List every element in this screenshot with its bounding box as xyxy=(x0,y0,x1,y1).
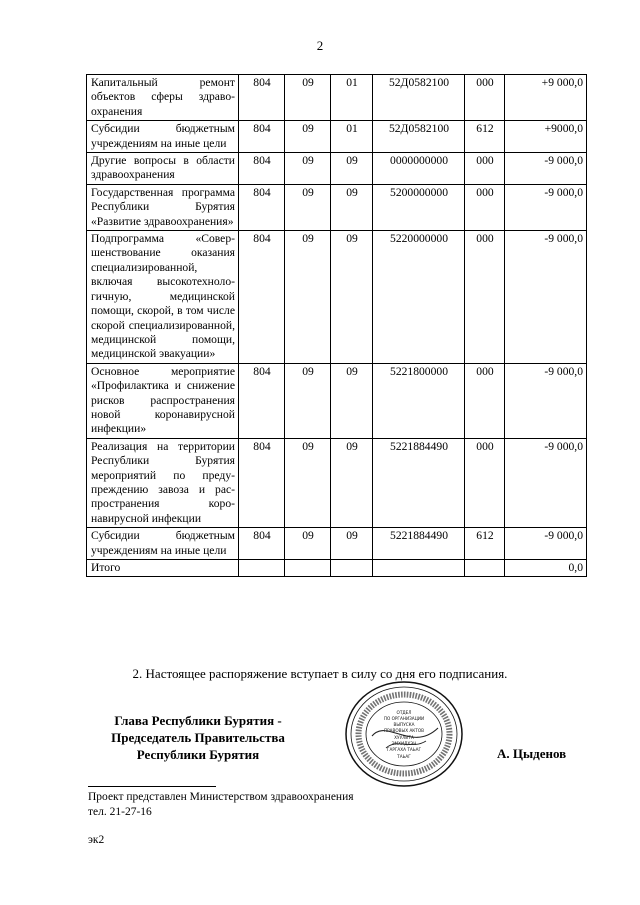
section-cell: 09 xyxy=(285,75,331,121)
table-row xyxy=(87,75,587,121)
page-number: 2 xyxy=(316,38,324,53)
section-cell: 09 xyxy=(285,231,331,364)
seal-line: ГАРГАХА ТАЬАГ xyxy=(386,747,422,752)
subsection-cell: 09 xyxy=(331,153,373,185)
target-article-cell: 52Д0582100 xyxy=(373,75,465,121)
target-article-cell: 52Д0582100 xyxy=(373,121,465,153)
subsection-cell: 09 xyxy=(331,363,373,438)
ministry-code-cell: 804 xyxy=(239,184,285,230)
table-row xyxy=(87,363,587,438)
target-article-cell: 5220000000 xyxy=(373,231,465,364)
section-cell: 09 xyxy=(285,121,331,153)
expense-type-cell: 000 xyxy=(465,184,505,230)
row-name-cell: Основное мероприятие «Профилактика и снижение рисков распространения новой коронавирусной инфекции» xyxy=(87,363,239,438)
section-cell: 09 xyxy=(285,528,331,560)
ministry-code-cell: 804 xyxy=(239,75,285,121)
ministry-code-cell: 804 xyxy=(239,438,285,527)
expense-type-cell xyxy=(465,560,505,577)
subsection-cell: 09 xyxy=(331,231,373,364)
expense-type-cell: 000 xyxy=(465,231,505,364)
seal-line: ВЫПУСКА xyxy=(393,722,415,727)
ministry-code-cell: 804 xyxy=(239,153,285,185)
footer-note-line: тел. 21-27-16 xyxy=(88,806,152,818)
seal-line: ЭМХИДХЭН xyxy=(391,741,417,746)
expense-type-cell: 000 xyxy=(465,153,505,185)
seal-line: ПРАВОВЫХ АКТОВ xyxy=(383,728,425,733)
row-name-cell: Субсидии бюджетным учреждениям на иные цели xyxy=(87,121,239,153)
signer-title-line: Республики Бурятия xyxy=(136,747,260,762)
target-article-cell: 5221884490 xyxy=(373,438,465,527)
table-row xyxy=(87,184,587,230)
target-article-cell: 5221884490 xyxy=(373,528,465,560)
seal-line: ТАЬАГ xyxy=(397,754,411,759)
subsection-cell: 01 xyxy=(331,75,373,121)
row-name-cell: Государственная программа Республики Бурятия «Развитие здравоохранения» xyxy=(87,184,239,230)
table-row xyxy=(87,528,587,560)
amount-cell: -9 000,0 xyxy=(505,438,587,527)
amount-cell: -9 000,0 xyxy=(505,363,587,438)
row-name-cell: Субсидии бюджетным учреждениям на иные цели xyxy=(87,528,239,560)
subsection-cell: 01 xyxy=(331,121,373,153)
footer-code: эк2 xyxy=(88,834,105,846)
ministry-code-cell: 804 xyxy=(239,528,285,560)
table-row xyxy=(87,231,587,364)
expense-type-cell: 000 xyxy=(465,363,505,438)
amount-cell: -9 000,0 xyxy=(505,231,587,364)
section-cell: 09 xyxy=(285,438,331,527)
subsection-cell xyxy=(331,560,373,577)
official-seal-stamp xyxy=(342,678,466,790)
ministry-code-cell: 804 xyxy=(239,363,285,438)
signer-title-line: Председатель Правительства xyxy=(111,730,285,745)
budget-table xyxy=(86,74,587,577)
target-article-cell: 0000000000 xyxy=(373,153,465,185)
target-article-cell: 5221800000 xyxy=(373,363,465,438)
signer-title-line: Глава Республики Бурятия - xyxy=(114,713,282,728)
table-row xyxy=(87,121,587,153)
amount-cell: -9 000,0 xyxy=(505,184,587,230)
amount-cell: -9 000,0 xyxy=(505,528,587,560)
subsection-cell: 09 xyxy=(331,438,373,527)
signer-title xyxy=(88,712,308,763)
section-cell: 09 xyxy=(285,184,331,230)
table-row xyxy=(87,560,587,577)
expense-type-cell: 000 xyxy=(465,75,505,121)
order-text: 2. Настоящее распоряжение вступает в силу со дня его подписания. xyxy=(132,666,508,681)
footer-note xyxy=(88,790,354,820)
subsection-cell: 09 xyxy=(331,528,373,560)
table-row xyxy=(87,153,587,185)
section-cell: 09 xyxy=(285,363,331,438)
row-name-cell: Подпрограмма «Совершенствование оказания специализированной, включая высокотехнологичную, медицинской помощи, скорой, в том числе скорой специализированной, медицинской помощи, медицинской эвакуации» xyxy=(87,231,239,364)
seal-line: ОТДЕЛ xyxy=(396,710,412,715)
section-cell: 09 xyxy=(285,153,331,185)
footer-note-line: Проект представлен Министерством здравоохранения xyxy=(88,791,354,803)
section-cell xyxy=(285,560,331,577)
footer-divider xyxy=(88,786,216,787)
row-name-cell: Другие вопросы в области здравоохранения xyxy=(87,153,239,185)
amount-cell: -9 000,0 xyxy=(505,153,587,185)
target-article-cell xyxy=(373,560,465,577)
ministry-code-cell: 804 xyxy=(239,121,285,153)
row-name-cell: Итого xyxy=(87,560,239,577)
signer-name: А. Цыденов xyxy=(497,746,567,761)
table-row xyxy=(87,438,587,527)
amount-cell: +9 000,0 xyxy=(505,75,587,121)
ministry-code-cell: 804 xyxy=(239,231,285,364)
ministry-code-cell xyxy=(239,560,285,577)
expense-type-cell: 612 xyxy=(465,528,505,560)
seal-line: ХУУЛИТА xyxy=(394,735,414,740)
budget-table-body xyxy=(87,75,587,577)
row-name-cell: Капитальный ремонт объектов сферы здравоохранения xyxy=(87,75,239,121)
row-name-cell: Реализация на территории Республики Бурятия мероприятий по предупреждению завоза и распространения коронавирусной инфекции xyxy=(87,438,239,527)
expense-type-cell: 000 xyxy=(465,438,505,527)
target-article-cell: 5200000000 xyxy=(373,184,465,230)
expense-type-cell: 612 xyxy=(465,121,505,153)
seal-line: ПО ОРГАНИЗАЦИИ xyxy=(383,716,425,721)
amount-cell: 0,0 xyxy=(505,560,587,577)
subsection-cell: 09 xyxy=(331,184,373,230)
amount-cell: +9000,0 xyxy=(505,121,587,153)
